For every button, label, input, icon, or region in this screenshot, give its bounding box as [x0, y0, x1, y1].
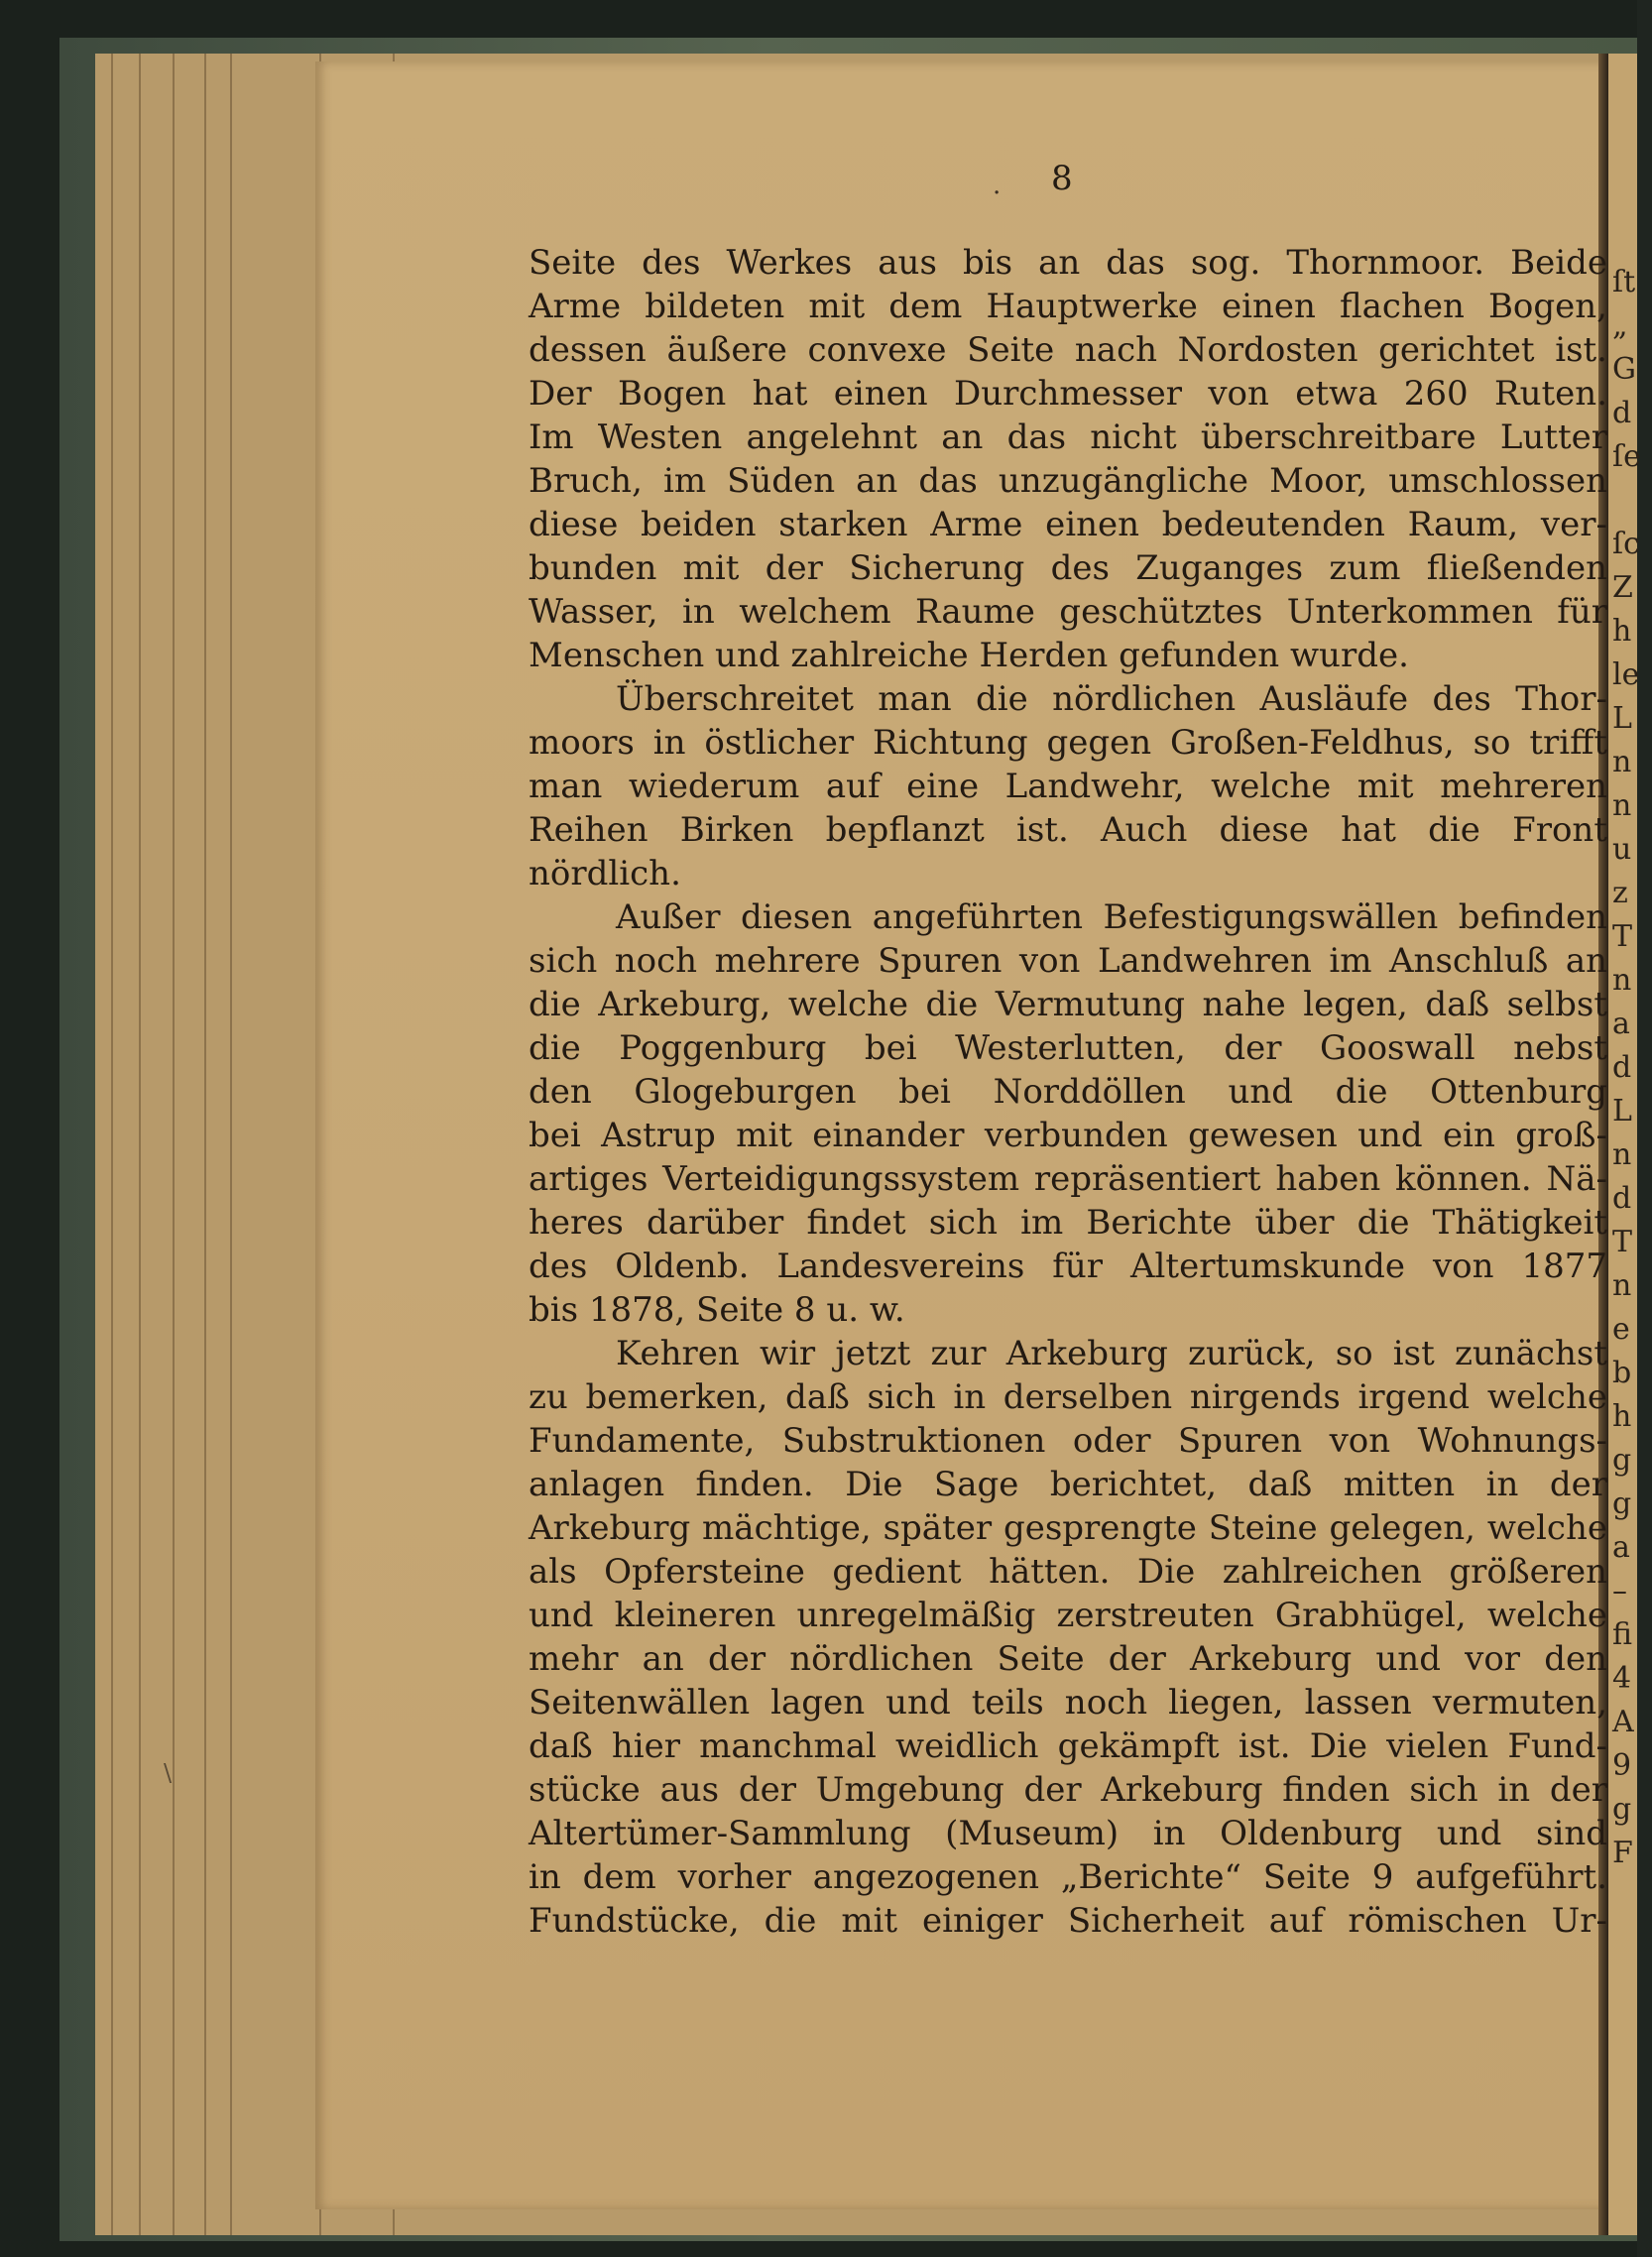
- text-line: mehr an der nördlichen Seite der Arkeburg und vor den: [529, 1639, 1607, 1679]
- text-line: zu bemerken, daß sich in derselben nirgends irgend welche: [529, 1377, 1607, 1417]
- text-line: die Poggenburg bei Westerlutten, der Gooswall nebst: [529, 1028, 1607, 1068]
- text-line: Kehren wir jetzt zur Arkeburg zurück, so ist zunächst: [616, 1334, 1607, 1373]
- next-page-glyph: g: [1612, 1443, 1632, 1478]
- text-line: moors in östlicher Richtung gegen Großen-Feldhus, so trifft: [529, 723, 1607, 763]
- text-line: nördlich.: [529, 854, 681, 893]
- next-page-glyph: 4: [1612, 1661, 1632, 1696]
- next-page-glyph: fi: [1612, 1617, 1633, 1652]
- page-edge: [173, 54, 175, 2235]
- text-line: Seite des Werkes aus bis an das sog. Thornmoor. Beide: [529, 243, 1607, 283]
- next-page-glyph: T: [1612, 919, 1633, 954]
- next-page-glyph: Z: [1612, 570, 1633, 605]
- page-number: 8: [1051, 159, 1074, 198]
- text-line: Der Bogen hat einen Durchmesser von etwa 260 Ruten.: [529, 374, 1607, 414]
- next-page-glyph: ſt: [1612, 265, 1636, 299]
- next-page-glyph: le: [1612, 657, 1640, 692]
- next-page-glyph: z: [1612, 876, 1628, 910]
- next-page-glyph: h: [1612, 1399, 1632, 1434]
- next-page-glyph: d: [1612, 396, 1632, 430]
- text-line: Außer diesen angeführten Befestigungswällen befinden: [616, 897, 1607, 937]
- page-edge: [111, 54, 113, 2235]
- text-line: Menschen und zahlreiche Herden gefunden wurde.: [529, 636, 1409, 675]
- next-page-glyph: n: [1612, 1137, 1632, 1172]
- next-page-glyph: u: [1612, 832, 1632, 867]
- text-line: daß hier manchmal weidlich gekämpft ist. Die vielen Fund-: [529, 1726, 1607, 1766]
- text-line: Altertümer-Sammlung (Museum) in Oldenburg und sind: [529, 1814, 1607, 1853]
- text-line: sich noch mehrere Spuren von Landwehren im Anschluß an: [529, 941, 1607, 981]
- text-line: Im Westen angelehnt an das nicht überschreitbare Lutter: [529, 417, 1607, 457]
- text-line: den Glogeburgen bei Norddöllen und die Ottenburg: [529, 1072, 1607, 1112]
- next-page-glyph: b: [1612, 1356, 1632, 1390]
- text-line: Reihen Birken bepflanzt ist. Auch diese hat die Front: [529, 810, 1607, 850]
- next-page-glyph: ſc: [1612, 527, 1640, 561]
- text-line: artiges Verteidigungssystem repräsentiert haben können. Nä-: [529, 1159, 1607, 1199]
- next-page-glyph: F: [1612, 1836, 1633, 1870]
- text-line: bis 1878, Seite 8 u. w.: [529, 1290, 905, 1330]
- next-page-glyph: G: [1612, 352, 1636, 387]
- text-line: als Opfersteine gedient hätten. Die zahlreichen größeren: [529, 1552, 1607, 1592]
- next-page-glyph: L: [1612, 701, 1632, 736]
- body-text: [529, 241, 1607, 1943]
- next-page-glyph: [1612, 486, 1652, 516]
- speck-mark: \: [164, 1759, 173, 1787]
- next-page-glyph: a: [1612, 1007, 1630, 1041]
- text-line: und kleineren unregelmäßig zerstreuten Grabhügel, welche: [529, 1596, 1607, 1635]
- text-line: man wiederum auf eine Landwehr, welche mit mehreren: [529, 767, 1607, 806]
- next-page-glyph: d: [1612, 1050, 1632, 1085]
- text-line: dessen äußere convexe Seite nach Nordosten gerichtet ist.: [529, 330, 1607, 370]
- next-page-glyph: n: [1612, 1268, 1632, 1303]
- page-edge: [204, 54, 206, 2235]
- next-page-glyph: h: [1612, 614, 1632, 649]
- next-page-glyph: g: [1612, 1486, 1632, 1521]
- text-line: in dem vorher angezogenen „Berichte“ Seite 9 aufgeführt.: [529, 1857, 1607, 1897]
- next-page-glyph: e: [1612, 1312, 1630, 1347]
- next-page-glyph: n: [1612, 788, 1632, 823]
- text-line: Arme bildeten mit dem Hauptwerke einen flachen Bogen,: [529, 287, 1607, 326]
- text-line: stücke aus der Umgebung der Arkeburg finden sich in der: [529, 1770, 1607, 1810]
- next-page-glyph: g: [1612, 1792, 1632, 1827]
- next-page-glyph: L: [1612, 1094, 1632, 1128]
- next-page-glyph: „: [1612, 308, 1628, 343]
- next-page-glyph: 9: [1612, 1748, 1632, 1783]
- next-page-glyph: a: [1612, 1530, 1630, 1565]
- dot-mark: .: [993, 171, 1002, 200]
- next-page-glyph: T: [1612, 1225, 1633, 1259]
- text-line: bunden mit der Sicherung des Zuganges zum fließenden: [529, 548, 1607, 588]
- text-line: Bruch, im Süden an das unzugängliche Moor, umschlossen: [529, 461, 1607, 501]
- page-edge: [139, 54, 141, 2235]
- next-page-fragment: [1608, 54, 1641, 2235]
- text-line: Fundstücke, die mit einiger Sicherheit auf römischen Ur-: [529, 1901, 1607, 1941]
- text-line: anlagen finden. Die Sage berichtet, daß mitten in der: [529, 1465, 1607, 1504]
- next-page-glyph: A: [1612, 1705, 1634, 1739]
- next-page-glyph: ſe: [1612, 439, 1641, 474]
- text-line: bei Astrup mit einander verbunden gewesen und ein groß-: [529, 1116, 1607, 1155]
- text-line: diese beiden starken Arme einen bedeutenden Raum, ver-: [529, 505, 1607, 544]
- page-edge: [230, 54, 232, 2235]
- text-line: des Oldenb. Landesvereins für Altertumskunde von 1877: [529, 1247, 1607, 1286]
- text-line: Überschreitet man die nördlichen Ausläufe des Thor-: [616, 679, 1607, 719]
- text-line: Wasser, in welchem Raume geschütztes Unterkommen für: [529, 592, 1607, 632]
- next-page-glyph: n: [1612, 745, 1632, 779]
- text-line: Fundamente, Substruktionen oder Spuren von Wohnungs-: [529, 1421, 1607, 1461]
- text-line: Arkeburg mächtige, später gesprengte Steine gelegen, welche: [529, 1508, 1607, 1548]
- next-page-glyph: –: [1612, 1574, 1627, 1608]
- next-page-glyph: n: [1612, 963, 1632, 998]
- text-line: heres darüber findet sich im Berichte über die Thätigkeit: [529, 1203, 1607, 1243]
- text-line: die Arkeburg, welche die Vermutung nahe legen, daß selbst: [529, 985, 1607, 1024]
- text-line: Seitenwällen lagen und teils noch liegen, lassen vermuten,: [529, 1683, 1607, 1722]
- next-page-glyph: d: [1612, 1181, 1632, 1216]
